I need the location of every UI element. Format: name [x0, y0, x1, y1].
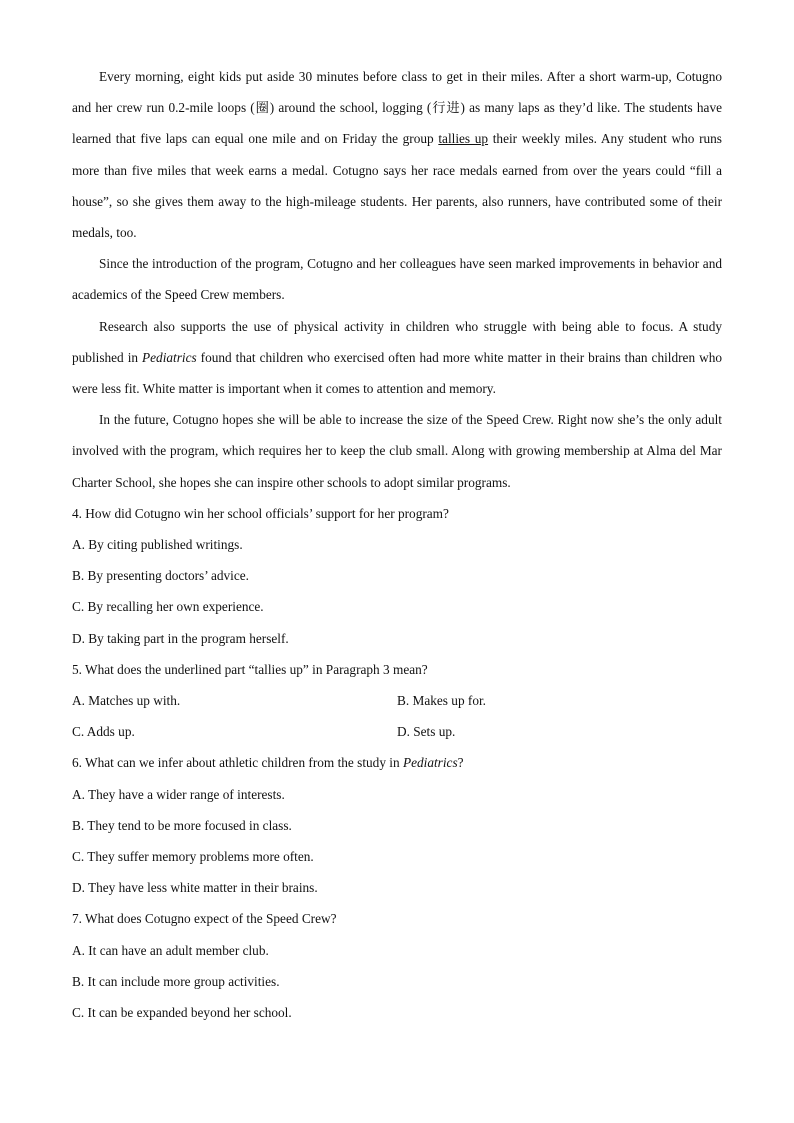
- question-4-option-d: D. By taking part in the program herself.: [72, 630, 289, 646]
- paragraph-3-text-b: found that children who exercised often had more white matter in their brains than children who were less fit. White matter is important when it comes to attention and memory.: [72, 349, 722, 397]
- gloss-logging: 行进: [431, 100, 461, 116]
- gloss-loop: 圈: [254, 100, 270, 116]
- paragraph-1-text-c: ) as many laps as they’d like. The students have learned that five laps can equal one mile and on Friday the group: [72, 100, 723, 147]
- question-4-stem: 4. How did Cotugno win her school officials’ support for her program?: [72, 505, 449, 521]
- question-6-stem-end: ?: [457, 755, 464, 771]
- question-5-options-row-1: [72, 685, 722, 716]
- question-7-option-c: C. It can be expanded beyond her school.: [72, 1005, 292, 1021]
- paragraph-1: [72, 61, 722, 248]
- question-5-option-b: B. Makes up for.: [397, 693, 487, 709]
- question-6-journal-title: Pediatrics: [402, 755, 458, 771]
- question-6-option-d: D. They have less white matter in their brains.: [72, 880, 318, 896]
- paragraph-4: In the future, Cotugno hopes she will be able to increase the size of the Speed Crew. Right now she’s the only adult involved with the program, which requires her to keep the club small. Along with growing membership at Alma del Mar Charter School, she hopes she can inspire other schools to adopt similar programs.: [72, 412, 722, 490]
- paragraph-1-text-b: ) around the school, logging (: [269, 100, 432, 116]
- question-6-stem: [72, 747, 722, 778]
- paragraph-1-text-d: their weekly miles. Any student who runs more than five miles that week earns a medal. Cotugno says her race medals earned from over the years could “fill a house”, so she gives them away to the high-mileage students. Her parents, also runners, have contributed some of their medals, too.: [72, 131, 722, 241]
- question-7-option-a: A. It can have an adult member club.: [72, 942, 269, 958]
- question-4-option-c: C. By recalling her own experience.: [72, 599, 264, 615]
- question-4-option-a: A. By citing published writings.: [72, 537, 243, 553]
- question-6-stem-text: 6. What can we infer about athletic children from the study in: [72, 755, 403, 771]
- paragraph-3: [72, 311, 722, 405]
- question-7-stem: 7. What does Cotugno expect of the Speed Crew?: [72, 911, 337, 927]
- question-5-option-c: C. Adds up.: [72, 724, 135, 740]
- document-page: [72, 61, 722, 1028]
- question-5-option-a: A. Matches up with.: [72, 693, 181, 709]
- question-4-option-b: B. By presenting doctors’ advice.: [72, 568, 250, 584]
- underlined-phrase: tallies up: [438, 131, 489, 147]
- question-6-option-a: A. They have a wider range of interests.: [72, 786, 285, 802]
- question-5-stem: 5. What does the underlined part “tallies up” in Paragraph 3 mean?: [72, 661, 428, 677]
- question-5-option-d: D. Sets up.: [397, 724, 456, 740]
- journal-title: Pediatrics: [142, 349, 197, 365]
- paragraph-1-text-a: Every morning, eight kids put aside 30 minutes before class to get in their miles. After a short warm-up, Cotugno and her crew run 0.2-mile loops (: [72, 69, 722, 116]
- paragraph-2: Since the introduction of the program, Cotugno and her colleagues have seen marked improvements in behavior and academics of the Speed Crew members.: [72, 256, 722, 303]
- question-7-option-b: B. It can include more group activities.: [72, 973, 280, 989]
- paragraph-3-text-a: Research also supports the use of physical activity in children who struggle with being able to focus. A study published in: [72, 318, 722, 365]
- question-6-option-c: C. They suffer memory problems more often.: [72, 849, 314, 865]
- question-5-options-row-2: [72, 716, 722, 747]
- question-6-option-b: B. They tend to be more focused in class.: [72, 817, 292, 833]
